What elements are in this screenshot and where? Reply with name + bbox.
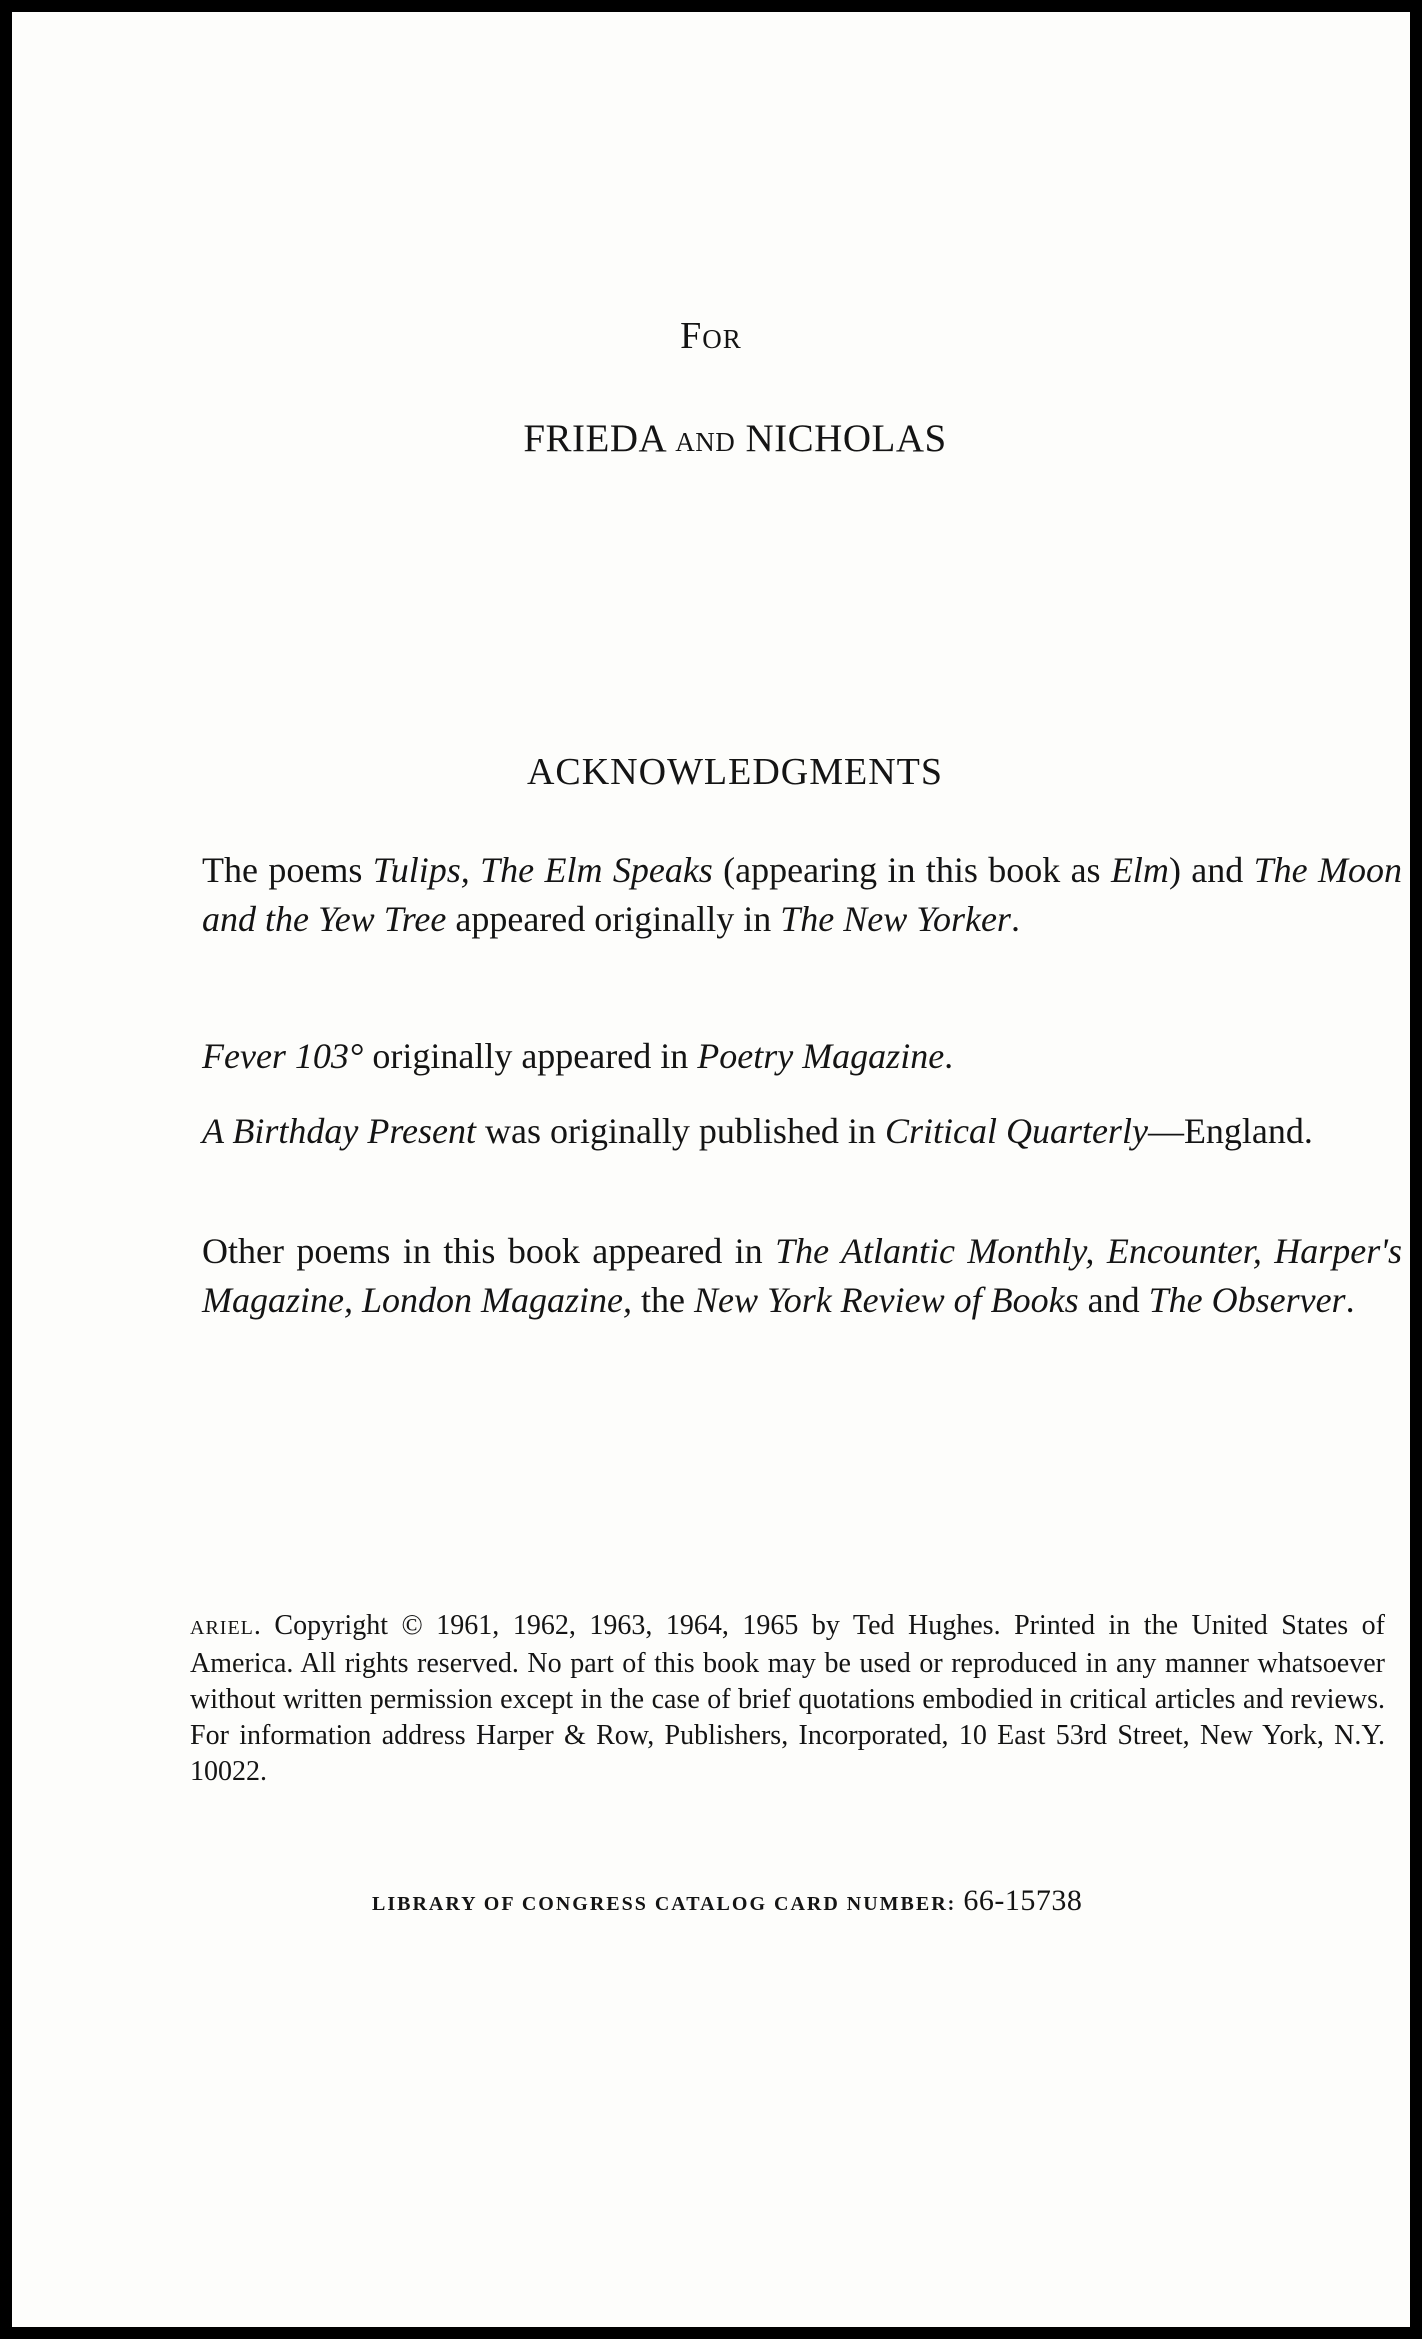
ack-p1-italic-1: Tulips, The Elm Speaks bbox=[372, 850, 713, 890]
ack-p1-italic-2: Elm bbox=[1110, 850, 1169, 890]
catalog-number: 66-15738 bbox=[963, 1884, 1083, 1917]
dedication-for-text: For bbox=[680, 315, 742, 357]
catalog-card-number bbox=[372, 1884, 1272, 1918]
ack-p4-italic-2: New York Review of Books bbox=[693, 1280, 1079, 1320]
ack-p1-text-1: The poems bbox=[202, 850, 373, 890]
ack-p1-text-4: appeared originally in bbox=[446, 899, 781, 939]
catalog-label: LIBRARY OF CONGRESS CATALOG CARD NUMBER: bbox=[372, 1893, 957, 1915]
dedication-name-frieda: FRIEDA bbox=[523, 417, 666, 460]
dedication-name-nicholas: NICHOLAS bbox=[745, 417, 947, 460]
ack-p3-text-1: was originally published in bbox=[475, 1111, 885, 1151]
ack-p4-italic-1: The Atlantic Monthly, Encounter, Harper's Magazine, London Magazine, bbox=[202, 1231, 1402, 1320]
copyright-book-title: ARIEL bbox=[190, 1617, 254, 1639]
copyright-notice bbox=[190, 1608, 1385, 1790]
ack-p1-text-2: (appearing in this book as bbox=[712, 850, 1111, 890]
acknowledgment-paragraph-4 bbox=[202, 1227, 1402, 1325]
ack-p4-text-4: . bbox=[1345, 1280, 1355, 1320]
dedication-names bbox=[36, 416, 1422, 461]
acknowledgment-paragraph-2 bbox=[202, 1032, 1402, 1081]
dedication-and: and bbox=[675, 417, 736, 460]
ack-p3-italic-2: Critical Quarterly bbox=[884, 1111, 1148, 1151]
ack-p1-italic-3: The Moon and the Yew Tree bbox=[202, 850, 1402, 939]
ack-p1-text-3: ) and bbox=[1168, 850, 1254, 890]
ack-p2-italic-1: Fever 103° bbox=[202, 1036, 364, 1076]
copyright-text: . Copyright © 1961, 1962, 1963, 1964, 1965 by Ted Hughes. Printed in the United States of America. All rights reserved. No part of this book may be used or reproduced in any manner whatsoever without written permission except in the case of brief quotations embodied in critical articles and reviews. For information address Harper & Row, Publishers, Incorporated, 10 East 53rd Street, New York, N.Y. 10022. bbox=[190, 1610, 1385, 1787]
ack-p1-italic-4: The New Yorker bbox=[780, 899, 1011, 939]
ack-p4-text-3: and bbox=[1078, 1280, 1149, 1320]
ack-p2-text-2: . bbox=[944, 1036, 954, 1076]
acknowledgment-paragraph-3 bbox=[202, 1107, 1402, 1156]
ack-p2-text-1: originally appeared in bbox=[363, 1036, 698, 1076]
ack-p3-italic-1: A Birthday Present bbox=[202, 1111, 476, 1151]
ack-p2-italic-2: Poetry Magazine bbox=[697, 1036, 945, 1076]
ack-p4-text-1: Other poems in this book appeared in bbox=[202, 1231, 776, 1271]
acknowledgments-heading: ACKNOWLEDGMENTS bbox=[526, 751, 944, 793]
ack-p1-text-5: . bbox=[1010, 899, 1020, 939]
ack-p4-italic-3: The Observer bbox=[1148, 1280, 1346, 1320]
ack-p4-text-2: the bbox=[631, 1280, 694, 1320]
ack-p3-text-2: —England. bbox=[1147, 1111, 1313, 1151]
acknowledgment-paragraph-1 bbox=[202, 846, 1402, 944]
dedication-for bbox=[12, 314, 1410, 358]
book-page bbox=[12, 12, 1410, 2327]
